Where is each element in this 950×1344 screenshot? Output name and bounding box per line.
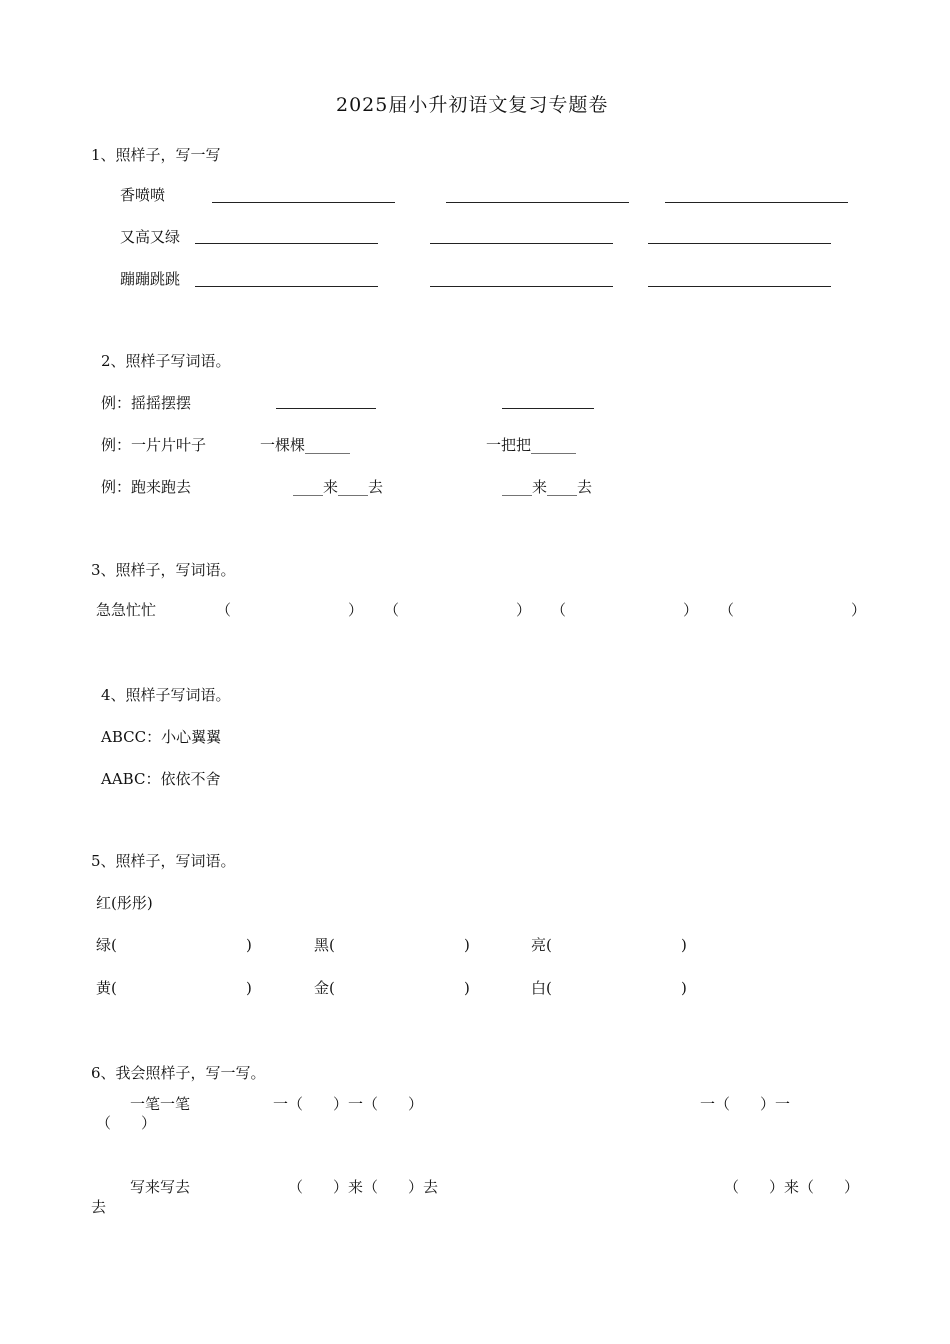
q5-example: 红(彤彤): [96, 894, 153, 912]
close-paren: ): [681, 979, 687, 997]
q6-answer-slot[interactable]: （ ）来（ ）: [724, 1178, 860, 1196]
q1-row-label: 蹦蹦跳跳: [120, 270, 181, 288]
answer-blank[interactable]: [212, 202, 395, 203]
q6-example: 写来写去: [130, 1178, 191, 1196]
page-title: 2025届小升初语文复习专题卷: [336, 94, 609, 116]
close-paren: ): [681, 936, 687, 954]
question-4-heading: 4、照样子写词语。: [101, 686, 231, 704]
question-5-heading: 5、照样子，写词语。: [91, 852, 236, 870]
answer-blank[interactable]: [648, 286, 831, 287]
q5-item[interactable]: 绿(: [96, 936, 117, 954]
answer-blank[interactable]: [665, 202, 848, 203]
q4-pattern-line: AABC：依依不舍: [101, 770, 221, 788]
q2-example: 例：跑来跑去: [101, 478, 192, 496]
q5-item[interactable]: 亮(: [531, 936, 552, 954]
q5-item[interactable]: 金(: [314, 979, 335, 997]
q6-answer-wrap[interactable]: 去: [91, 1198, 107, 1216]
q3-example: 急急忙忙: [96, 601, 157, 619]
q6-answer-slot[interactable]: （ ）来（ ）去: [288, 1178, 439, 1196]
answer-blank[interactable]: [502, 408, 594, 409]
close-paren: ）: [683, 601, 699, 619]
q2-answer-slot[interactable]: 一把把______: [486, 436, 577, 454]
q1-row-label: 香喷喷: [120, 186, 166, 204]
q2-example: 例：一片片叶子: [101, 436, 207, 454]
open-paren: （: [719, 601, 735, 619]
q6-example: 一笔一笔: [130, 1095, 191, 1113]
q2-example: 例：摇摇摆摆: [101, 394, 192, 412]
q5-item[interactable]: 黑(: [314, 936, 335, 954]
answer-blank[interactable]: [195, 286, 378, 287]
answer-blank[interactable]: [430, 243, 613, 244]
q5-item[interactable]: 黄(: [96, 979, 117, 997]
question-3-heading: 3、照样子，写词语。: [91, 561, 236, 579]
question-1-heading: 1、照样子，写一写: [91, 146, 221, 164]
close-paren: ）: [348, 601, 364, 619]
q6-answer-wrap[interactable]: （ ）: [96, 1114, 157, 1132]
answer-blank[interactable]: [195, 243, 378, 244]
question-2-heading: 2、照样子写词语。: [101, 352, 231, 370]
close-paren: ): [246, 936, 252, 954]
open-paren: （: [384, 601, 400, 619]
close-paren: ）: [516, 601, 532, 619]
answer-blank[interactable]: [648, 243, 831, 244]
q5-item[interactable]: 白(: [531, 979, 552, 997]
close-paren: ): [246, 979, 252, 997]
q2-answer-slot[interactable]: 一棵棵______: [260, 436, 351, 454]
answer-blank[interactable]: [276, 408, 376, 409]
question-6-heading: 6、我会照样子，写一写。: [91, 1064, 266, 1082]
q2-answer-slot[interactable]: ____来____去: [293, 478, 384, 496]
q1-row-label: 又高又绿: [120, 228, 181, 246]
q6-answer-slot[interactable]: 一（ ）一（ ）: [273, 1095, 424, 1113]
q2-answer-slot[interactable]: ____来____去: [502, 478, 593, 496]
close-paren: ): [464, 979, 470, 997]
open-paren: （: [216, 601, 232, 619]
close-paren: ）: [851, 601, 867, 619]
q6-answer-slot[interactable]: 一（ ）一: [700, 1095, 791, 1113]
close-paren: ): [464, 936, 470, 954]
answer-blank[interactable]: [446, 202, 629, 203]
answer-blank[interactable]: [430, 286, 613, 287]
q4-pattern-line: ABCC：小心翼翼: [101, 728, 222, 746]
open-paren: （: [551, 601, 567, 619]
